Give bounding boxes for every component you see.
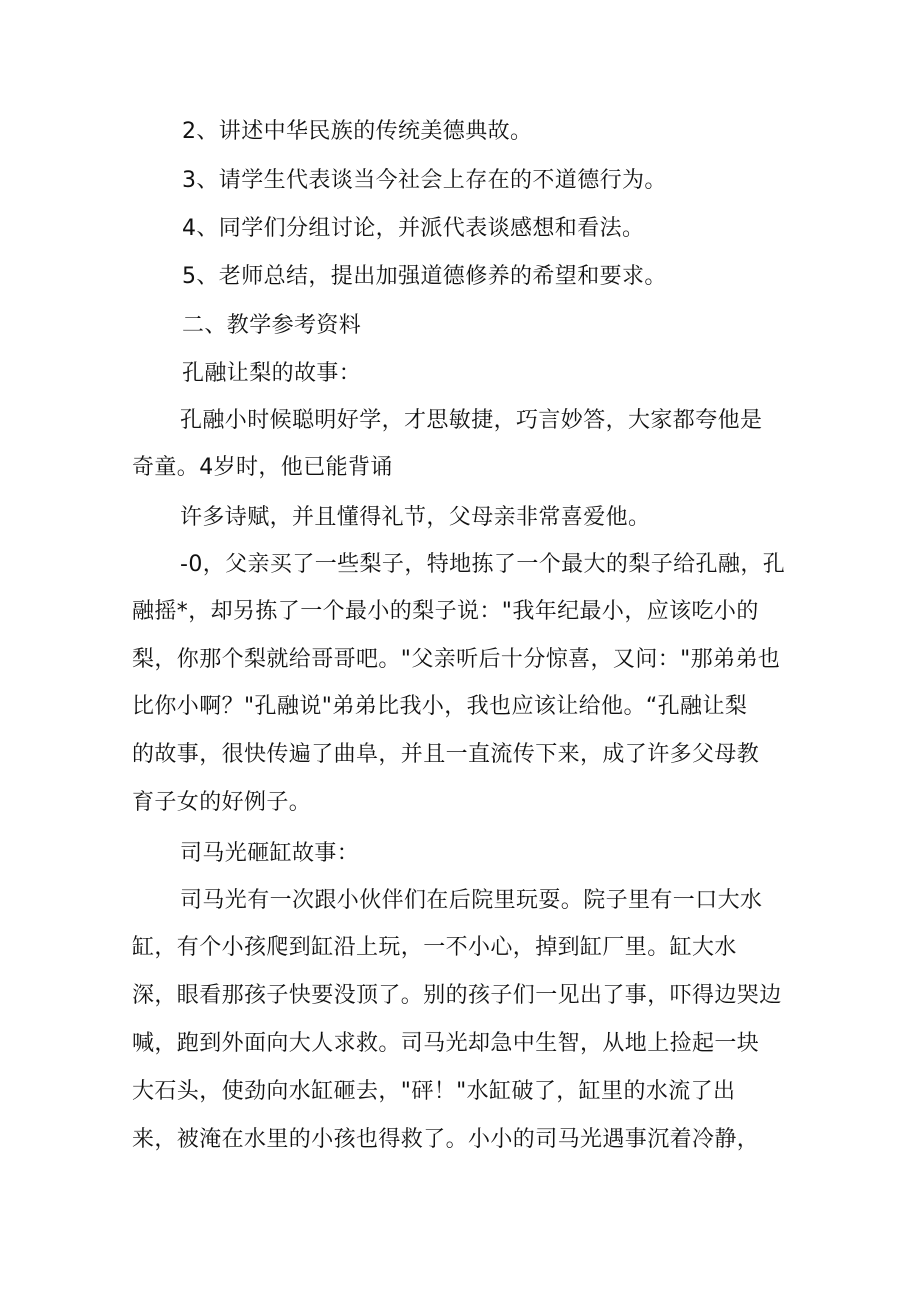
- list-item-3: 3、请学生代表谈当今社会上存在的不道德行为。: [182, 168, 667, 193]
- paragraph-line: 大石头，使劲向水缸砸去，"砰！"水缸破了，缸里的水流了出: [132, 1079, 736, 1104]
- paragraph-line: -0，父亲买了一些梨子，特地拣了一个最大的梨子给孔融，孔: [180, 552, 786, 577]
- paragraph-line: 梨，你那个梨就给哥哥吧。"父亲听后十分惊喜，又问："那弟弟也: [132, 647, 781, 672]
- paragraph-line: 融摇*，却另拣了一个最小的梨子说："我年纪最小，应该吃小的: [132, 599, 759, 624]
- paragraph-line: 缸，有个小孩爬到缸沿上玩，一不小心，掉到缸厂里。缸大水: [132, 935, 737, 960]
- paragraph-line: 孔融小时候聪明好学，才思敏捷，巧言妙答，大家都夸他是: [180, 408, 763, 433]
- paragraph-line: 比你小啊？"孔融说"弟弟比我小，我也应该让给他。“孔融让梨: [132, 694, 748, 719]
- story-title-kongrong: 孔融让梨的故事：: [182, 361, 362, 386]
- list-item-2: 2、讲述中华民族的传统美德典故。: [182, 119, 533, 144]
- list-item-4: 4、同学们分组讨论，并派代表谈感想和看法。: [182, 216, 645, 241]
- section-heading: 二、教学参考资料: [182, 313, 362, 338]
- paragraph-line: 司马光有一次跟小伙伴们在后院里玩耍。院子里有一口大水: [180, 888, 763, 913]
- list-item-5: 5、老师总结，提出加强道德修养的希望和要求。: [182, 264, 667, 289]
- paragraph-line: 奇童。4岁时，他已能背诵: [132, 455, 393, 480]
- paragraph-line: 喊，跑到外面向大人求救。司马光却急中生智，从地上捡起一块: [132, 1031, 760, 1056]
- paragraph-line: 许多诗赋，并且懂得礼节，父母亲非常喜爱他。: [180, 505, 651, 530]
- story-title-simaguang: 司马光砸缸故事：: [180, 841, 360, 866]
- paragraph-line: 深，眼看那孩子快要没顶了。别的孩子们一见出了事，吓得边哭边: [132, 983, 782, 1008]
- paragraph-line: 育子女的好例子。: [132, 790, 312, 815]
- paragraph-line: 的故事，很快传遍了曲阜，并且一直流传下来，成了许多父母教: [132, 742, 760, 767]
- paragraph-line: 来，被淹在水里的小孩也得救了。小小的司马光遇事沉着冷静，: [132, 1127, 760, 1152]
